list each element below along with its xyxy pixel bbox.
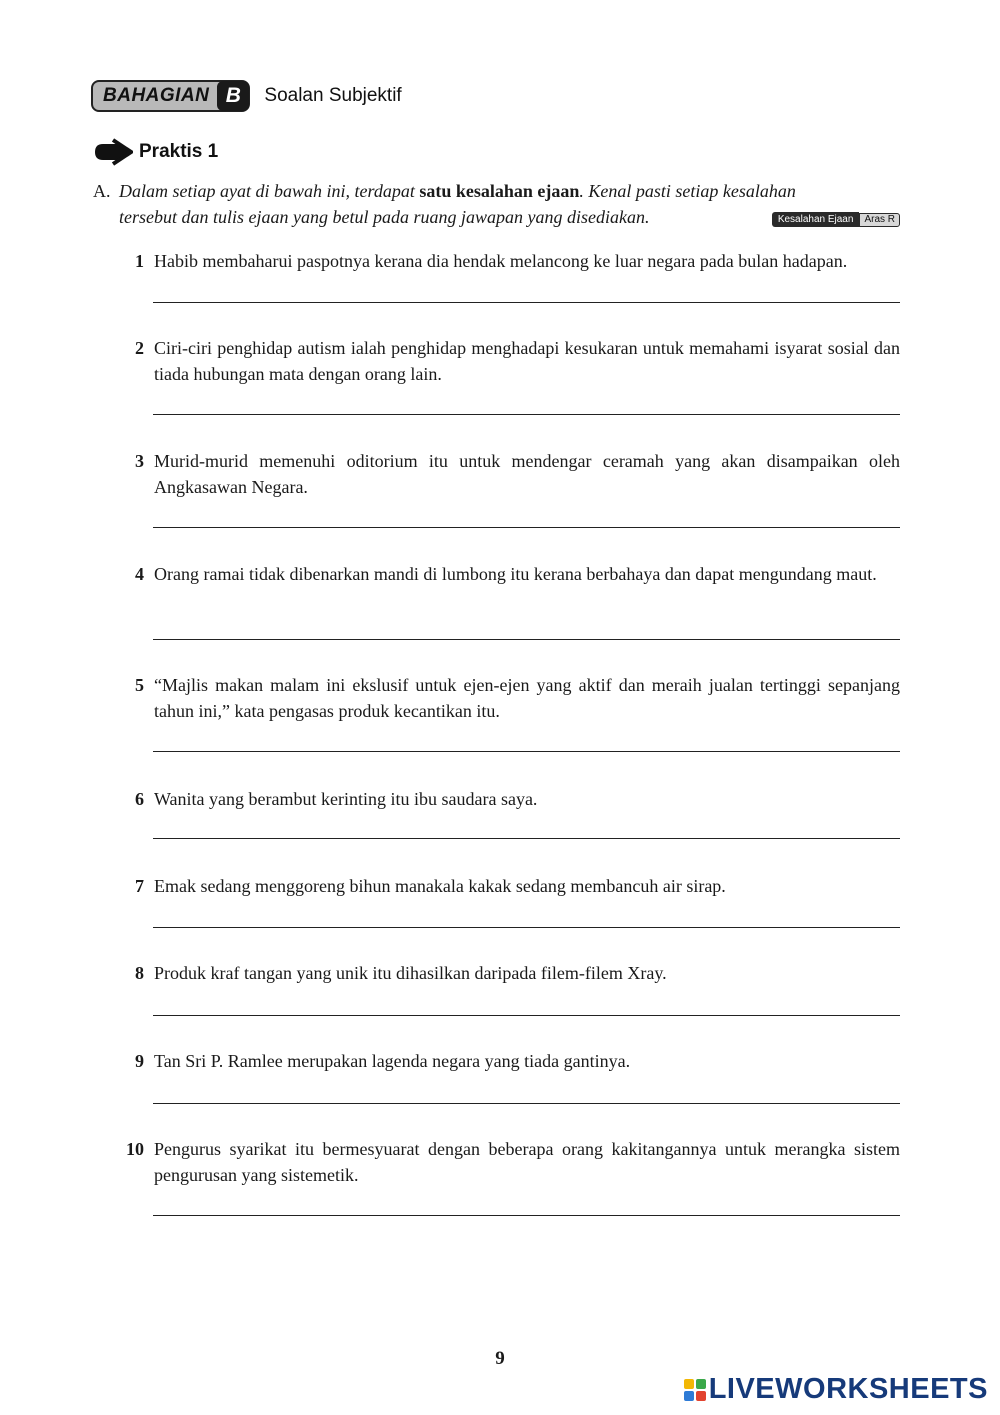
section-word: BAHAGIAN xyxy=(103,85,210,106)
page-number: 9 xyxy=(495,1348,505,1369)
question-number: 3 xyxy=(135,451,144,471)
question-9 xyxy=(120,1048,900,1074)
answer-line-2[interactable] xyxy=(153,414,900,415)
question-text: Emak sedang menggoreng bihun manakala kakak sedang membancuh air sirap. xyxy=(154,876,726,896)
level-tag-label: Aras R xyxy=(859,213,900,227)
answer-line-8[interactable] xyxy=(153,1015,900,1016)
section-title: Soalan Subjektif xyxy=(264,85,402,106)
question-10 xyxy=(120,1136,900,1188)
liveworksheets-watermark xyxy=(684,1373,988,1406)
question-text: “Majlis makan malam ini ekslusif untuk ejen-ejen yang aktif dan meraih jualan tertinggi sepanjang tahun ini,” kata pengasas produk kecantikan itu. xyxy=(154,675,900,721)
question-5 xyxy=(120,672,900,724)
instruction xyxy=(93,178,900,230)
question-text: Ciri-ciri penghidap autism ialah penghidap menghadapi kesukaran untuk memahami isyarat sosial dan tiada hubungan mata dengan orang lain. xyxy=(154,338,900,384)
answer-line-5[interactable] xyxy=(153,751,900,752)
question-number: 8 xyxy=(135,963,144,983)
praktis-header xyxy=(93,138,218,166)
answer-line-10[interactable] xyxy=(153,1215,900,1216)
question-number: 7 xyxy=(135,876,144,896)
question-number: 5 xyxy=(135,675,144,695)
question-8 xyxy=(120,960,900,986)
instruction-bold: satu kesalahan ejaan xyxy=(419,181,580,201)
question-3 xyxy=(120,448,900,500)
answer-line-9[interactable] xyxy=(153,1103,900,1104)
section-badge xyxy=(91,80,250,112)
liveworksheets-logo-icon xyxy=(684,1379,706,1401)
question-number: 10 xyxy=(126,1139,144,1159)
skill-tag xyxy=(772,212,900,227)
section-letter: B xyxy=(217,81,249,111)
question-number: 4 xyxy=(135,564,144,584)
question-text: Habib membaharui paspotnya kerana dia hendak melancong ke luar negara pada bulan hadapan. xyxy=(154,251,848,271)
skill-tag-label: Kesalahan Ejaan xyxy=(772,212,860,227)
instruction-line2: tersebut dan tulis ejaan yang betul pada ruang jawapan yang disediakan. xyxy=(119,207,650,227)
question-text: Tan Sri P. Ramlee merupakan lagenda negara yang tiada gantinya. xyxy=(154,1051,631,1071)
question-7 xyxy=(120,873,900,899)
question-text: Pengurus syarikat itu bermesyuarat dengan beberapa orang kakitangannya untuk merangka sistem pengurusan yang sistemetik. xyxy=(154,1139,900,1185)
question-number: 2 xyxy=(135,338,144,358)
question-text: Produk kraf tangan yang unik itu dihasilkan daripada filem-filem Xray. xyxy=(154,963,667,983)
watermark-text: LIVEWORKSHEETS xyxy=(708,1373,988,1405)
question-text: Murid-murid memenuhi oditorium itu untuk mendengar ceramah yang akan disampaikan oleh Angkasawan Negara. xyxy=(154,451,900,497)
question-2 xyxy=(120,335,900,387)
question-number: 1 xyxy=(135,251,144,271)
question-4 xyxy=(120,561,900,587)
praktis-label: Praktis 1 xyxy=(139,141,219,162)
question-text: Orang ramai tidak dibenarkan mandi di lumbong itu kerana berbahaya dan dapat mengundang maut. xyxy=(154,564,877,584)
instruction-letter: A. xyxy=(93,181,111,201)
answer-line-6[interactable] xyxy=(153,838,900,839)
chevron-arrow-icon xyxy=(93,138,133,166)
question-6 xyxy=(120,786,900,812)
instruction-part2: . Kenal pasti setiap kesalahan xyxy=(579,181,796,201)
question-text: Wanita yang berambut kerinting itu ibu saudara saya. xyxy=(154,789,538,809)
answer-line-3[interactable] xyxy=(153,527,900,528)
answer-line-1[interactable] xyxy=(153,302,900,303)
question-number: 9 xyxy=(135,1051,144,1071)
answer-line-4[interactable] xyxy=(153,639,900,640)
answer-line-7[interactable] xyxy=(153,927,900,928)
instruction-part1: Dalam setiap ayat di bawah ini, terdapat xyxy=(119,181,415,201)
question-number: 6 xyxy=(135,789,144,809)
section-header xyxy=(91,78,402,114)
question-1 xyxy=(120,248,900,274)
